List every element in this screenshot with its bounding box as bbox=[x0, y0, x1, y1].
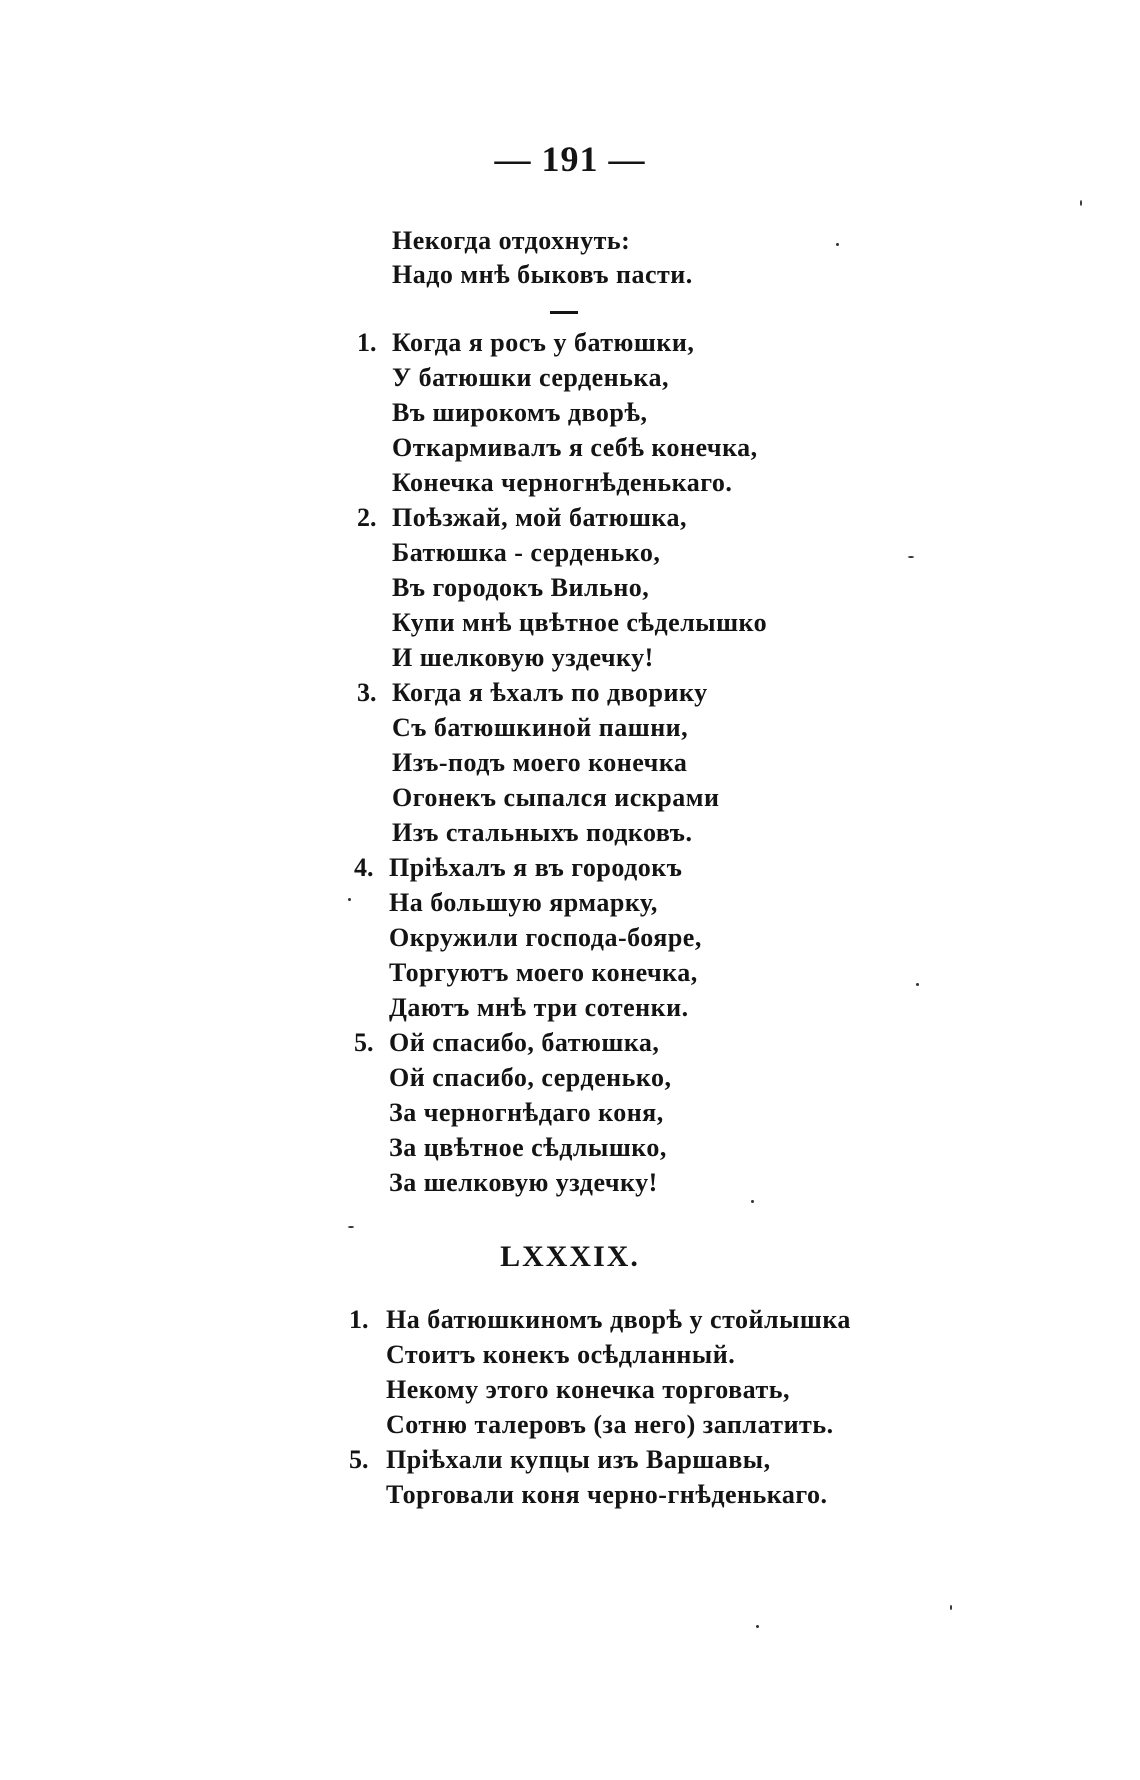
verse-line: Конечка черногнѣденькаго. bbox=[392, 468, 733, 497]
verse-line: Батюшка - серденько, bbox=[392, 538, 661, 567]
stanza-number: 5. bbox=[349, 1445, 369, 1474]
verse-line: Даютъ мнѣ три сотенки. bbox=[389, 993, 689, 1022]
scan-speck bbox=[916, 983, 919, 986]
verse-line: Въ широкомъ дворѣ, bbox=[392, 398, 648, 427]
scan-speck bbox=[756, 1625, 759, 1628]
verse-line: Сотню талеровъ (за него) заплатить. bbox=[386, 1410, 834, 1439]
stanza-number: 1. bbox=[349, 1305, 369, 1334]
scan-speck bbox=[950, 1605, 952, 1610]
verse-line: Торгуютъ моего конечка, bbox=[389, 958, 698, 987]
verse-line: Откармивалъ я себѣ конечка, bbox=[392, 433, 758, 462]
verse-line: Пріѣхали купцы изъ Варшавы, bbox=[386, 1445, 771, 1474]
scan-speck bbox=[751, 1200, 754, 1203]
intro-line: Некогда отдохнуть: bbox=[392, 226, 631, 255]
verse-line: Торговали коня черно-гнѣденькаго. bbox=[386, 1480, 828, 1509]
intro-line: Надо мнѣ быковъ пасти. bbox=[392, 260, 693, 289]
song-heading: LXXXIX. bbox=[500, 1240, 640, 1273]
verse-line: Ой спасибо, батюшка, bbox=[389, 1028, 660, 1057]
stanza-number: 4. bbox=[354, 853, 374, 882]
verse-line: Пріѣхалъ я въ городокъ bbox=[389, 853, 683, 882]
stanza-number: 5. bbox=[354, 1028, 374, 1057]
scan-speck bbox=[908, 556, 914, 558]
verse-line: Окружили господа-бояре, bbox=[389, 923, 702, 952]
scan-speck bbox=[348, 898, 351, 901]
scan-speck bbox=[1080, 200, 1082, 206]
verse-line: За цвѣтное сѣдлышко, bbox=[389, 1133, 667, 1162]
scan-speck bbox=[836, 243, 839, 246]
verse-line: Когда я росъ у батюшки, bbox=[392, 328, 695, 357]
verse-line: Изъ-подъ моего конечка bbox=[392, 748, 688, 777]
verse-line: Въ городокъ Вильно, bbox=[392, 573, 650, 602]
verse-line: Огонекъ сыпался искрами bbox=[392, 783, 720, 812]
page-number: — 191 — bbox=[494, 139, 646, 179]
scan-speck bbox=[348, 1226, 354, 1228]
verse-line: За шелковую уздечку! bbox=[389, 1168, 658, 1197]
verse-line: Ой спасибо, серденько, bbox=[389, 1063, 672, 1092]
verse-line: Купи мнѣ цвѣтное сѣделышко bbox=[392, 608, 768, 637]
verse-line: Изъ стальныхъ подковъ. bbox=[392, 818, 693, 847]
verse-line: Когда я ѣхалъ по дворику bbox=[392, 678, 708, 707]
verse-line: Поѣзжай, мой батюшка, bbox=[392, 503, 687, 532]
section-divider bbox=[550, 311, 578, 314]
verse-line: У батюшки серденька, bbox=[392, 363, 669, 392]
verse-line: На батюшкиномъ дворѣ у стойлышка bbox=[386, 1305, 851, 1334]
stanza-number: 2. bbox=[357, 503, 377, 532]
verse-line: За черногнѣдаго коня, bbox=[389, 1098, 664, 1127]
verse-line: Некому этого конечка торговать, bbox=[386, 1375, 790, 1404]
stanza-number: 3. bbox=[357, 678, 377, 707]
verse-line: И шелковую уздечку! bbox=[392, 643, 654, 672]
verse-line: Съ батюшкиной пашни, bbox=[392, 713, 689, 742]
verse-line: Стоитъ конекъ осѣдланный. bbox=[386, 1340, 736, 1369]
verse-line: На большую ярмарку, bbox=[389, 888, 658, 917]
stanza-number: 1. bbox=[357, 328, 377, 357]
